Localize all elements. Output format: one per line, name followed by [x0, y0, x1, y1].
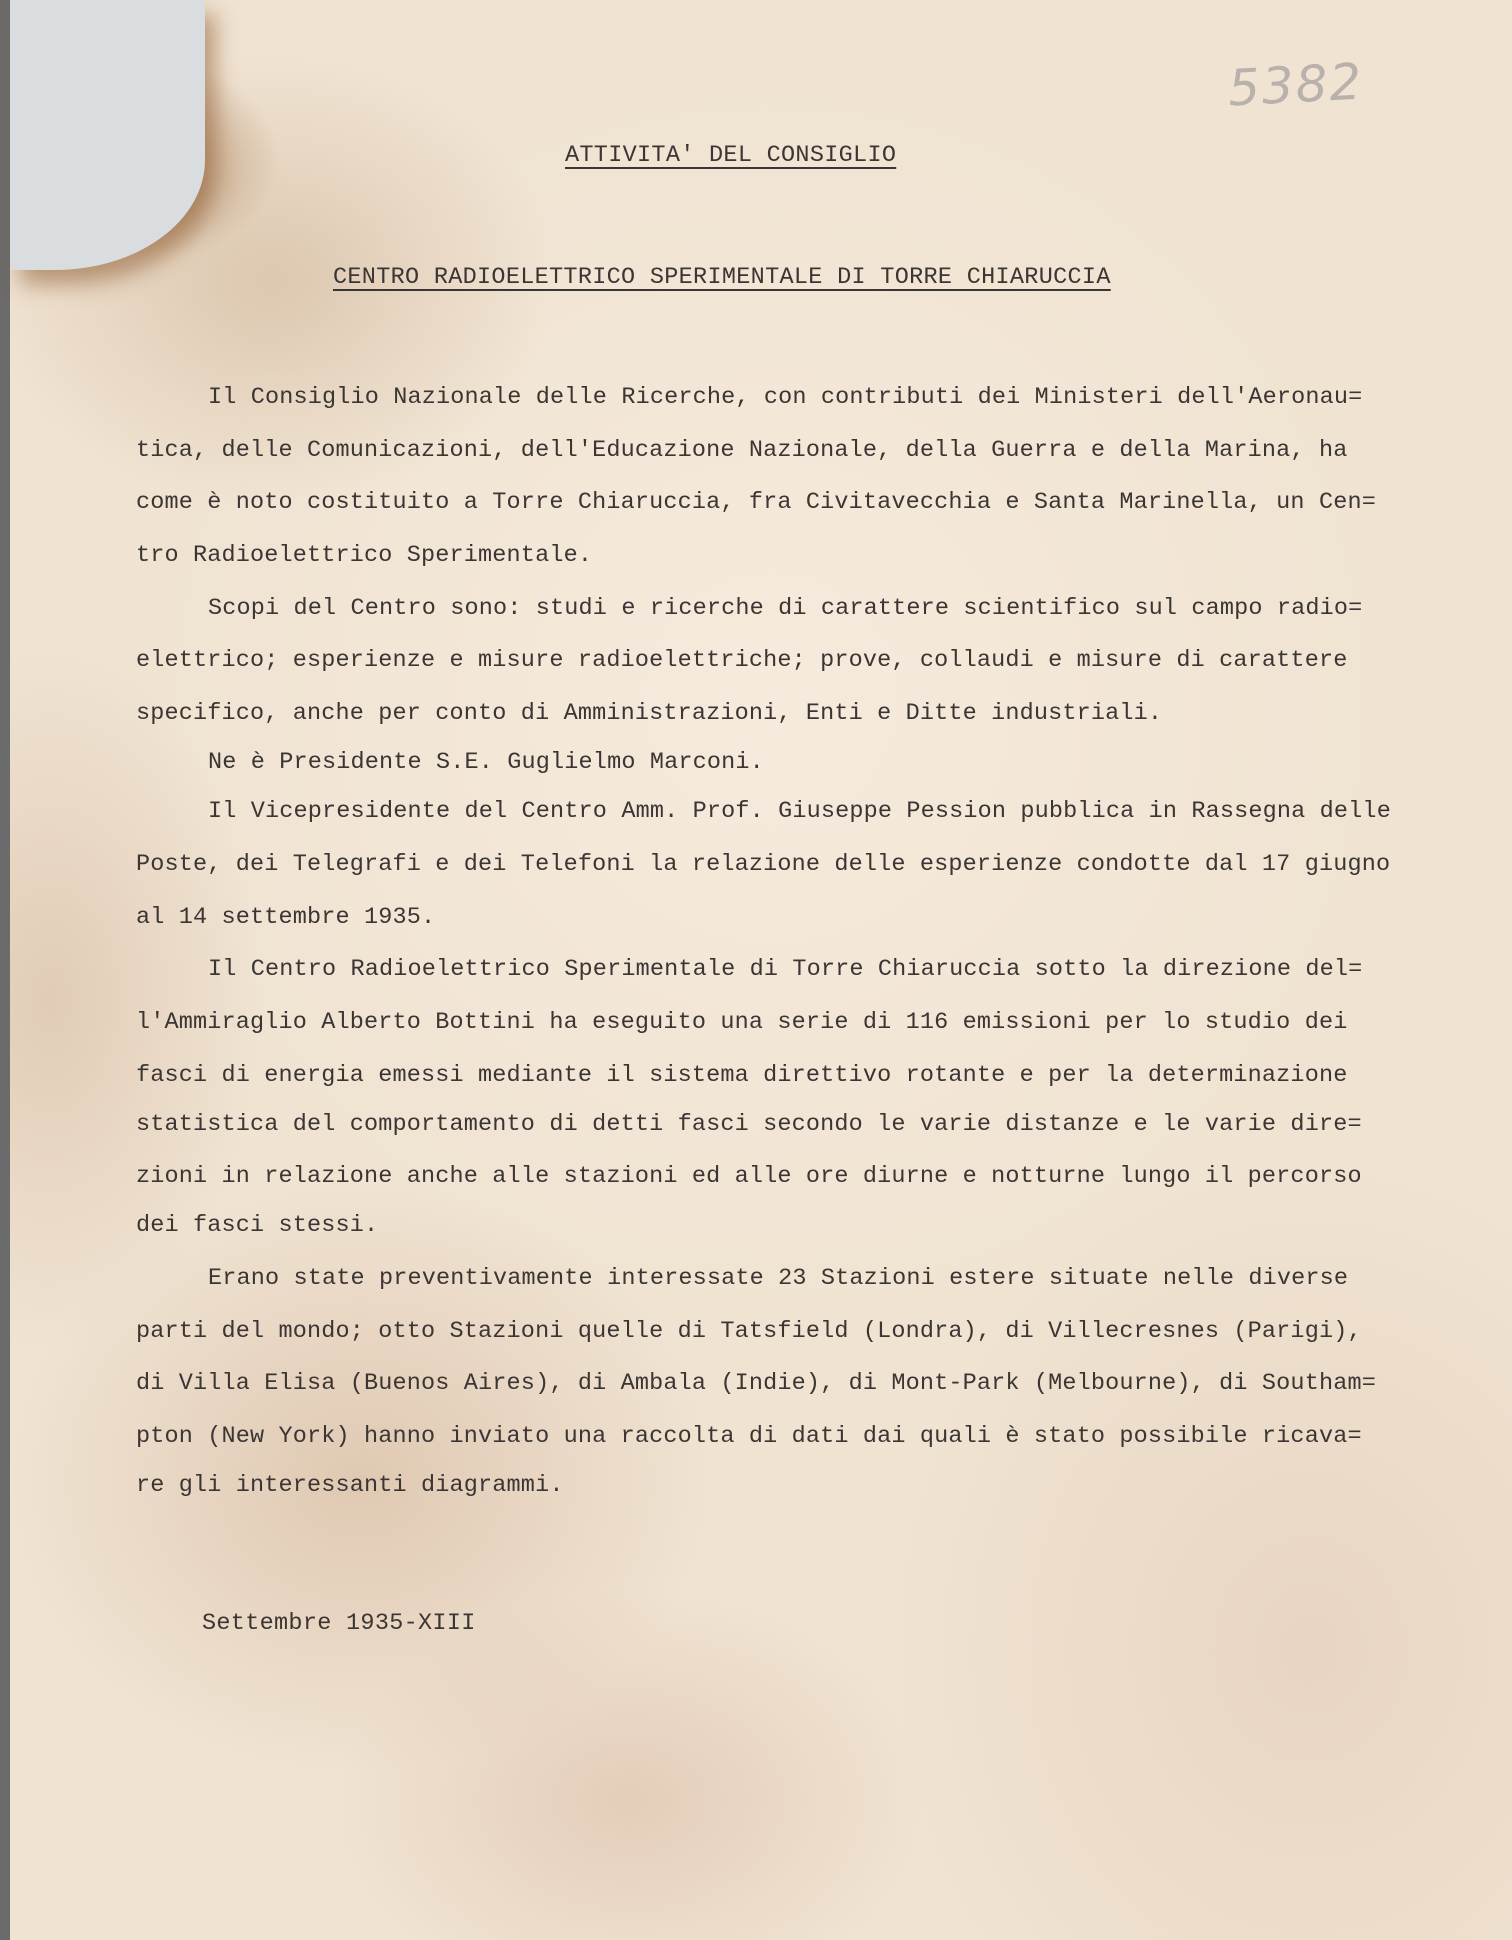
text-line: Poste, dei Telegrafi e dei Telefoni la relazione delle esperienze condotte dal 17 giugno: [136, 850, 1391, 878]
text-line: di Villa Elisa (Buenos Aires), di Ambala (Indie), di Mont-Park (Melbourne), di Southam=: [136, 1370, 1376, 1398]
text-line: re gli interessanti diagrammi.: [136, 1472, 564, 1499]
text-line: elettrico; esperienze e misure radioelettriche; prove, collaudi e misure di carattere: [136, 647, 1348, 675]
text-line: come è noto costituito a Torre Chiaruccia, fra Civitavecchia e Santa Marinella, un Cen=: [136, 489, 1376, 517]
handwritten-reference-number: 5382: [1226, 52, 1365, 118]
document-subtitle: CENTRO RADIOELETTRICO SPERIMENTALE DI TORRE CHIARUCCIA: [333, 264, 1111, 291]
text-line: Ne è Presidente S.E. Guglielmo Marconi.: [208, 749, 764, 777]
text-line: dei fasci stessi.: [136, 1212, 379, 1240]
text-line: al 14 settembre 1935.: [136, 903, 436, 931]
document-body: [136, 382, 1456, 1523]
text-line: zioni in relazione anche alle stazioni ed alle ore diurne e notturne lungo il percorso: [136, 1163, 1362, 1191]
document-date: Settembre 1935-XIII: [202, 1610, 476, 1637]
text-line: statistica del comportamento di detti fasci secondo le varie distanze e le varie dire=: [136, 1110, 1362, 1138]
text-line: Il Consiglio Nazionale delle Ricerche, con contributi dei Ministeri dell'Aeronau=: [208, 384, 1363, 411]
torn-corner: [10, 0, 205, 270]
document-title: ATTIVITA' DEL CONSIGLIO: [565, 142, 897, 169]
text-line: parti del mondo; otto Stazioni quelle di Tatsfield (Londra), di Villecresnes (Parigi),: [136, 1317, 1362, 1345]
text-line: Scopi del Centro sono: studi e ricerche di carattere scientifico sul campo radio=: [208, 594, 1363, 622]
text-line: fasci di energia emessi mediante il sistema direttivo rotante e per la determinazione: [136, 1061, 1348, 1089]
text-line: tro Radioelettrico Sperimentale.: [136, 542, 593, 570]
text-line: pton (New York) hanno inviato una raccolta di dati dai quali è stato possibile ricava=: [136, 1423, 1362, 1450]
text-line: Il Vicepresidente del Centro Amm. Prof. Giuseppe Pession pubblica in Rassegna delle: [208, 798, 1391, 826]
text-line: Erano state preventivamente interessate 23 Stazioni estere situate nelle diverse: [208, 1264, 1349, 1292]
document-page: [10, 0, 1512, 1940]
text-line: l'Ammiraglio Alberto Bottini ha eseguito una serie di 116 emissioni per lo studio dei: [136, 1008, 1348, 1036]
text-line: specifico, anche per conto di Amministrazioni, Enti e Ditte industriali.: [136, 700, 1163, 728]
text-line: tica, delle Comunicazioni, dell'Educazione Nazionale, della Guerra e della Marina, ha: [136, 436, 1348, 464]
text-line: Il Centro Radioelettrico Sperimentale di Torre Chiaruccia sotto la direzione del=: [208, 956, 1363, 984]
